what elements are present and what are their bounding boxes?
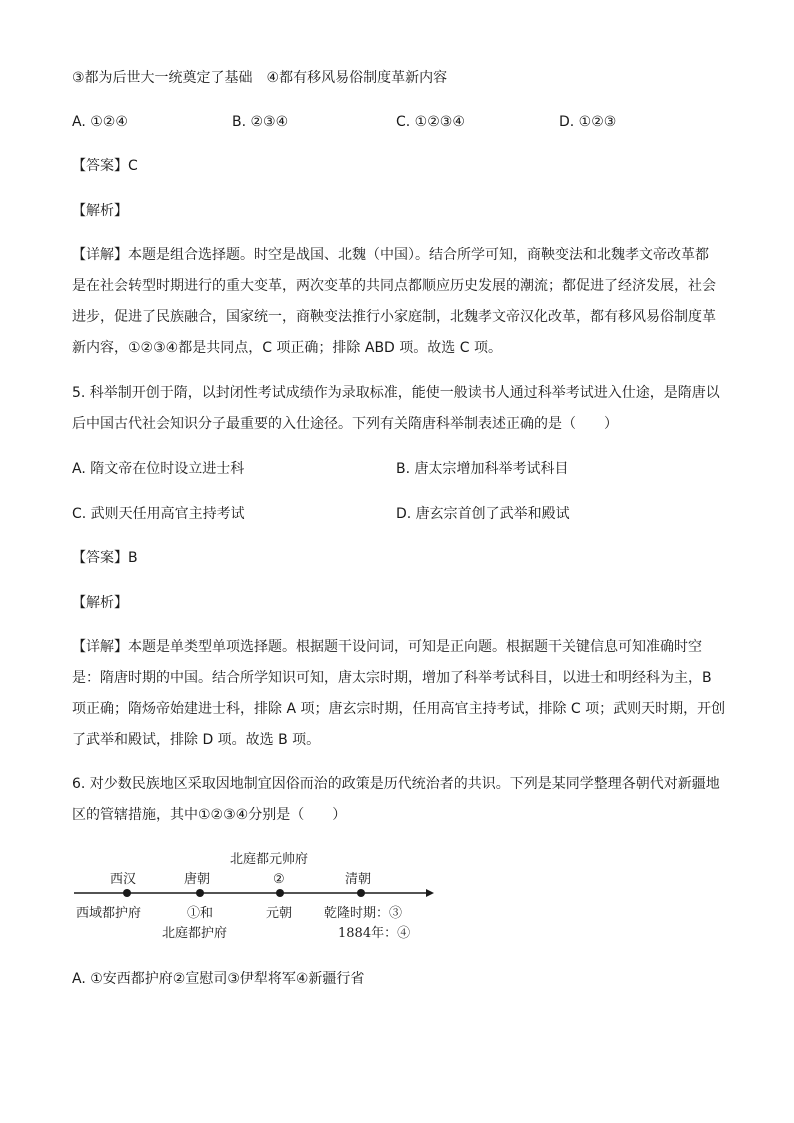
q5-answer: 【答案】B xyxy=(72,550,138,566)
q5-detail-line: 是：隋唐时期的中国。结合所学知识可知，唐太宗时期，增加了科举考试科目，以进士和明经科为主，B xyxy=(72,670,712,686)
q4-detail xyxy=(72,240,722,364)
q5-option-b: B. 唐太宗增加科举考试科目 xyxy=(396,461,569,477)
timeline-below-label: 西域都护府 xyxy=(76,906,142,921)
q4-answer: 【答案】C xyxy=(72,158,138,174)
q5-detail-line: 了武举和殿试，排除 D 项。故选 B 项。 xyxy=(72,732,321,748)
q5-option-d: D. 唐玄宗首创了武举和殿试 xyxy=(396,506,570,522)
q4-detail-line: 【详解】本题是组合选择题。时空是战国、北魏（中国）。结合所学可知，商鞅变法和北魏孝文帝改革都 xyxy=(72,247,709,263)
q5-option-a: A. 隋文帝在位时设立进士科 xyxy=(72,461,245,477)
timeline-arrow-icon xyxy=(426,889,434,897)
q5-detail xyxy=(72,632,726,756)
q4-detail-line: 新内容，①②③④都是共同点，C 项正确；排除 ABD 项。故选 C 项。 xyxy=(72,340,502,356)
q4-detail-line: 进步，促进了民族融合，国家统一，商鞅变法推行小家庭制，北魏孝文帝汉化改革，都有移风易俗制度革 xyxy=(72,309,716,325)
timeline-point xyxy=(357,889,365,897)
timeline-below-label: ①和 xyxy=(187,906,214,921)
q4-analysis-label: 【解析】 xyxy=(72,203,128,219)
q5-detail-line: 【详解】本题是单类型单项选择题。根据题干设问词，可知是正向题。根据题干关键信息可知准确时空 xyxy=(72,639,702,655)
q5-stem-line: 后中国古代社会知识分子最重要的入仕途径。下列有关隋唐科举制表述正确的是（ ） xyxy=(72,416,618,432)
q6-stem-line: 区的管辖措施，其中①②③④分别是（ ） xyxy=(72,807,347,823)
timeline-dynasty: 清朝 xyxy=(345,872,372,887)
timeline-point xyxy=(276,889,284,897)
timeline-dynasty: ② xyxy=(273,872,285,887)
q5-option-c: C. 武则天任用高官主持考试 xyxy=(72,506,245,522)
q5-stem-line: 5. 科举制开创于隋，以封闭性考试成绩作为录取标准，能使一般读书人通过科举考试进入仕途，是隋唐以 xyxy=(72,385,720,401)
q6-stem-line: 6. 对少数民族地区采取因地制宜因俗而治的政策是历代统治者的共识。下列是某同学整理各朝代对新疆地 xyxy=(72,776,720,792)
timeline-below-label: 1884年：④ xyxy=(338,926,411,941)
q4-option-c: C. ①②③④ xyxy=(396,114,465,130)
q4-option-a: A. ①②④ xyxy=(72,114,128,130)
q6-stem xyxy=(72,769,722,831)
q5-analysis-label: 【解析】 xyxy=(72,595,128,611)
q4-detail-line: 是在社会转型时期进行的重大变革，两次变革的共同点都顺应历史发展的潮流；都促进了经济发展，社会 xyxy=(72,278,716,294)
timeline-dynasty: 西汉 xyxy=(110,872,137,887)
timeline-point xyxy=(123,889,131,897)
timeline-dynasty: 唐朝 xyxy=(184,872,211,887)
timeline-top-label: 北庭都元帅府 xyxy=(230,852,309,867)
q4-option-d: D. ①②③ xyxy=(559,114,617,130)
q5-detail-line: 项正确；隋炀帝始建进士科，排除 A 项；唐玄宗时期，任用高官主持考试，排除 C 项；武则天时期，开创 xyxy=(72,701,726,717)
q5-stem xyxy=(72,378,722,440)
timeline-below-label: 北庭都护府 xyxy=(162,926,228,941)
q6-option-a: A. ①安西都护府②宣慰司③伊犁将军④新疆行省 xyxy=(72,971,365,987)
timeline-below-label: 乾隆时期：③ xyxy=(324,906,403,921)
q4-option-b: B. ②③④ xyxy=(232,114,289,130)
timeline-point xyxy=(196,889,204,897)
q4-stem-line: ③都为后世大一统奠定了基础 ④都有移风易俗制度革新内容 xyxy=(72,70,448,86)
timeline-diagram xyxy=(70,845,440,945)
timeline-below-label: 元朝 xyxy=(266,906,293,921)
